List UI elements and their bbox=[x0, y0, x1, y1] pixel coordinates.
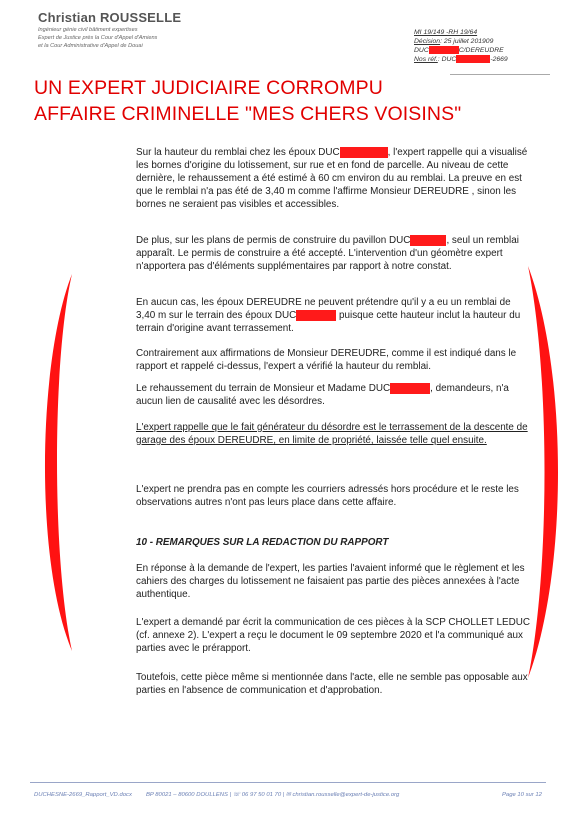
ref-our-ref: Nos réf.: DUC -2669 bbox=[414, 56, 508, 63]
redaction-mark bbox=[410, 235, 446, 246]
banner-line-1: UN EXPERT JUDICIAIRE CORROMPU bbox=[34, 77, 383, 99]
redaction-mark bbox=[296, 310, 336, 321]
redaction-mark bbox=[340, 147, 388, 158]
redaction-mark bbox=[456, 55, 490, 63]
author-name: Christian ROUSSELLE bbox=[38, 10, 182, 25]
redaction-mark bbox=[390, 383, 430, 394]
reference-divider bbox=[450, 74, 550, 75]
paragraph-9: L'expert a demandé par écrit la communication de ces pièces à la SCP CHOLLET LEDUC (cf. annexe 2). L'expert a reçu le document le 09 septembre 2020 et l'a communiqué aux parties avec le prérapport. bbox=[136, 617, 530, 654]
footer-divider bbox=[30, 782, 546, 783]
paragraph-8: En réponse à la demande de l'expert, les parties l'avaient informé que le règlement et les cahiers des charges du lotissement ne faisaient pas partie des pièces annexées à l'acte authentique. bbox=[136, 563, 525, 600]
author-subtitle-1: Ingénieur génie civil bâtiment expertises bbox=[38, 27, 138, 33]
ref-decision: Décision: 25 juillet 201909 bbox=[414, 38, 494, 45]
paragraph-5: Le rehaussement du terrain de Monsieur et Madame DUC , demandeurs, n'a aucun lien de causalité avec les désordres. bbox=[136, 383, 509, 408]
footer-page: Page 10 sur 12 bbox=[502, 792, 542, 798]
paragraph-7: L'expert ne prendra pas en compte les courriers adressés hors procédure et le reste les observations autres n'ont pas leurs place dans cette affaire. bbox=[136, 484, 519, 508]
section-title: 10 - REMARQUES SUR LA REDACTION DU RAPPORT bbox=[136, 537, 389, 548]
ref-line-1: MI 19/149 -RH 19/64 bbox=[414, 29, 478, 36]
reference-block bbox=[414, 28, 526, 64]
paragraph-3: En aucun cas, les époux DEREUDRE ne peuvent prétendre qu'il y a eu un remblai de 3,40 m sur le terrain des époux DUC puisque cette hauteur inclut la hauteur du terrain d'origine avant terrassement. bbox=[136, 297, 521, 334]
banner-line-2: AFFAIRE CRIMINELLE "MES CHERS VOISINS" bbox=[34, 103, 462, 125]
author-subtitle-2: Expert de Justice près la Cour d'Appel d'Amiens bbox=[38, 35, 158, 41]
paragraph-2: De plus, sur les plans de permis de construire du pavillon DUC , seul un remblai apparaît. Le permis de construire a été accepté. L'intervention d'un géomètre expert n'apportera pas d'éléments supplémentaires par rapport à notre constat. bbox=[136, 235, 519, 272]
footer-address: BP 80021 – 80600 DOULLENS | ☏ 06 97 50 01 70 | ✉ christian.rousselle@expert-de-justice.org bbox=[146, 792, 400, 798]
redaction-mark bbox=[429, 46, 459, 54]
ref-parties: DUC C/DEREUDRE bbox=[414, 47, 504, 54]
paragraph-10: Toutefois, cette pièce même si mentionnée dans l'acte, elle ne semble pas opposable aux parties en l'absence de communication et d'approbation. bbox=[136, 672, 528, 696]
footer-file: DUCHESNE-2669_Rapport_VD.docx bbox=[34, 792, 132, 798]
left-parenthesis-mark bbox=[32, 270, 78, 655]
paragraph-6-underlined: L'expert rappelle que le fait générateur du désordre est le terrassement de la descente de garage des époux DEREUDRE, en limite de propriété, laissée telle quel ensuite. bbox=[136, 422, 528, 446]
paragraph-4: Contrairement aux affirmations de Monsieur DEREUDRE, comme il est indiqué dans le rapport et rappelé ci-dessus, l'expert a vérifié la hauteur du remblai. bbox=[136, 348, 517, 372]
author-subtitle-3: et la Cour Administrative d'Appel de Douai bbox=[38, 43, 143, 49]
paragraph-1: Sur la hauteur du remblai chez les époux DUC , l'expert rappelle qui a visualisé les bornes d'origine du lotissement, sur rue et en fond de parcelle. Au niveau de cette dernière, le rehaussement a été estimé à 60 cm environ du au remblai. La preuve en est que le remblai n'a pas été de 3,40 m comme l'affirme Monsieur DEREUDRE , sinon les bornes ne seraient pas visibles et accessibles. bbox=[136, 147, 528, 210]
